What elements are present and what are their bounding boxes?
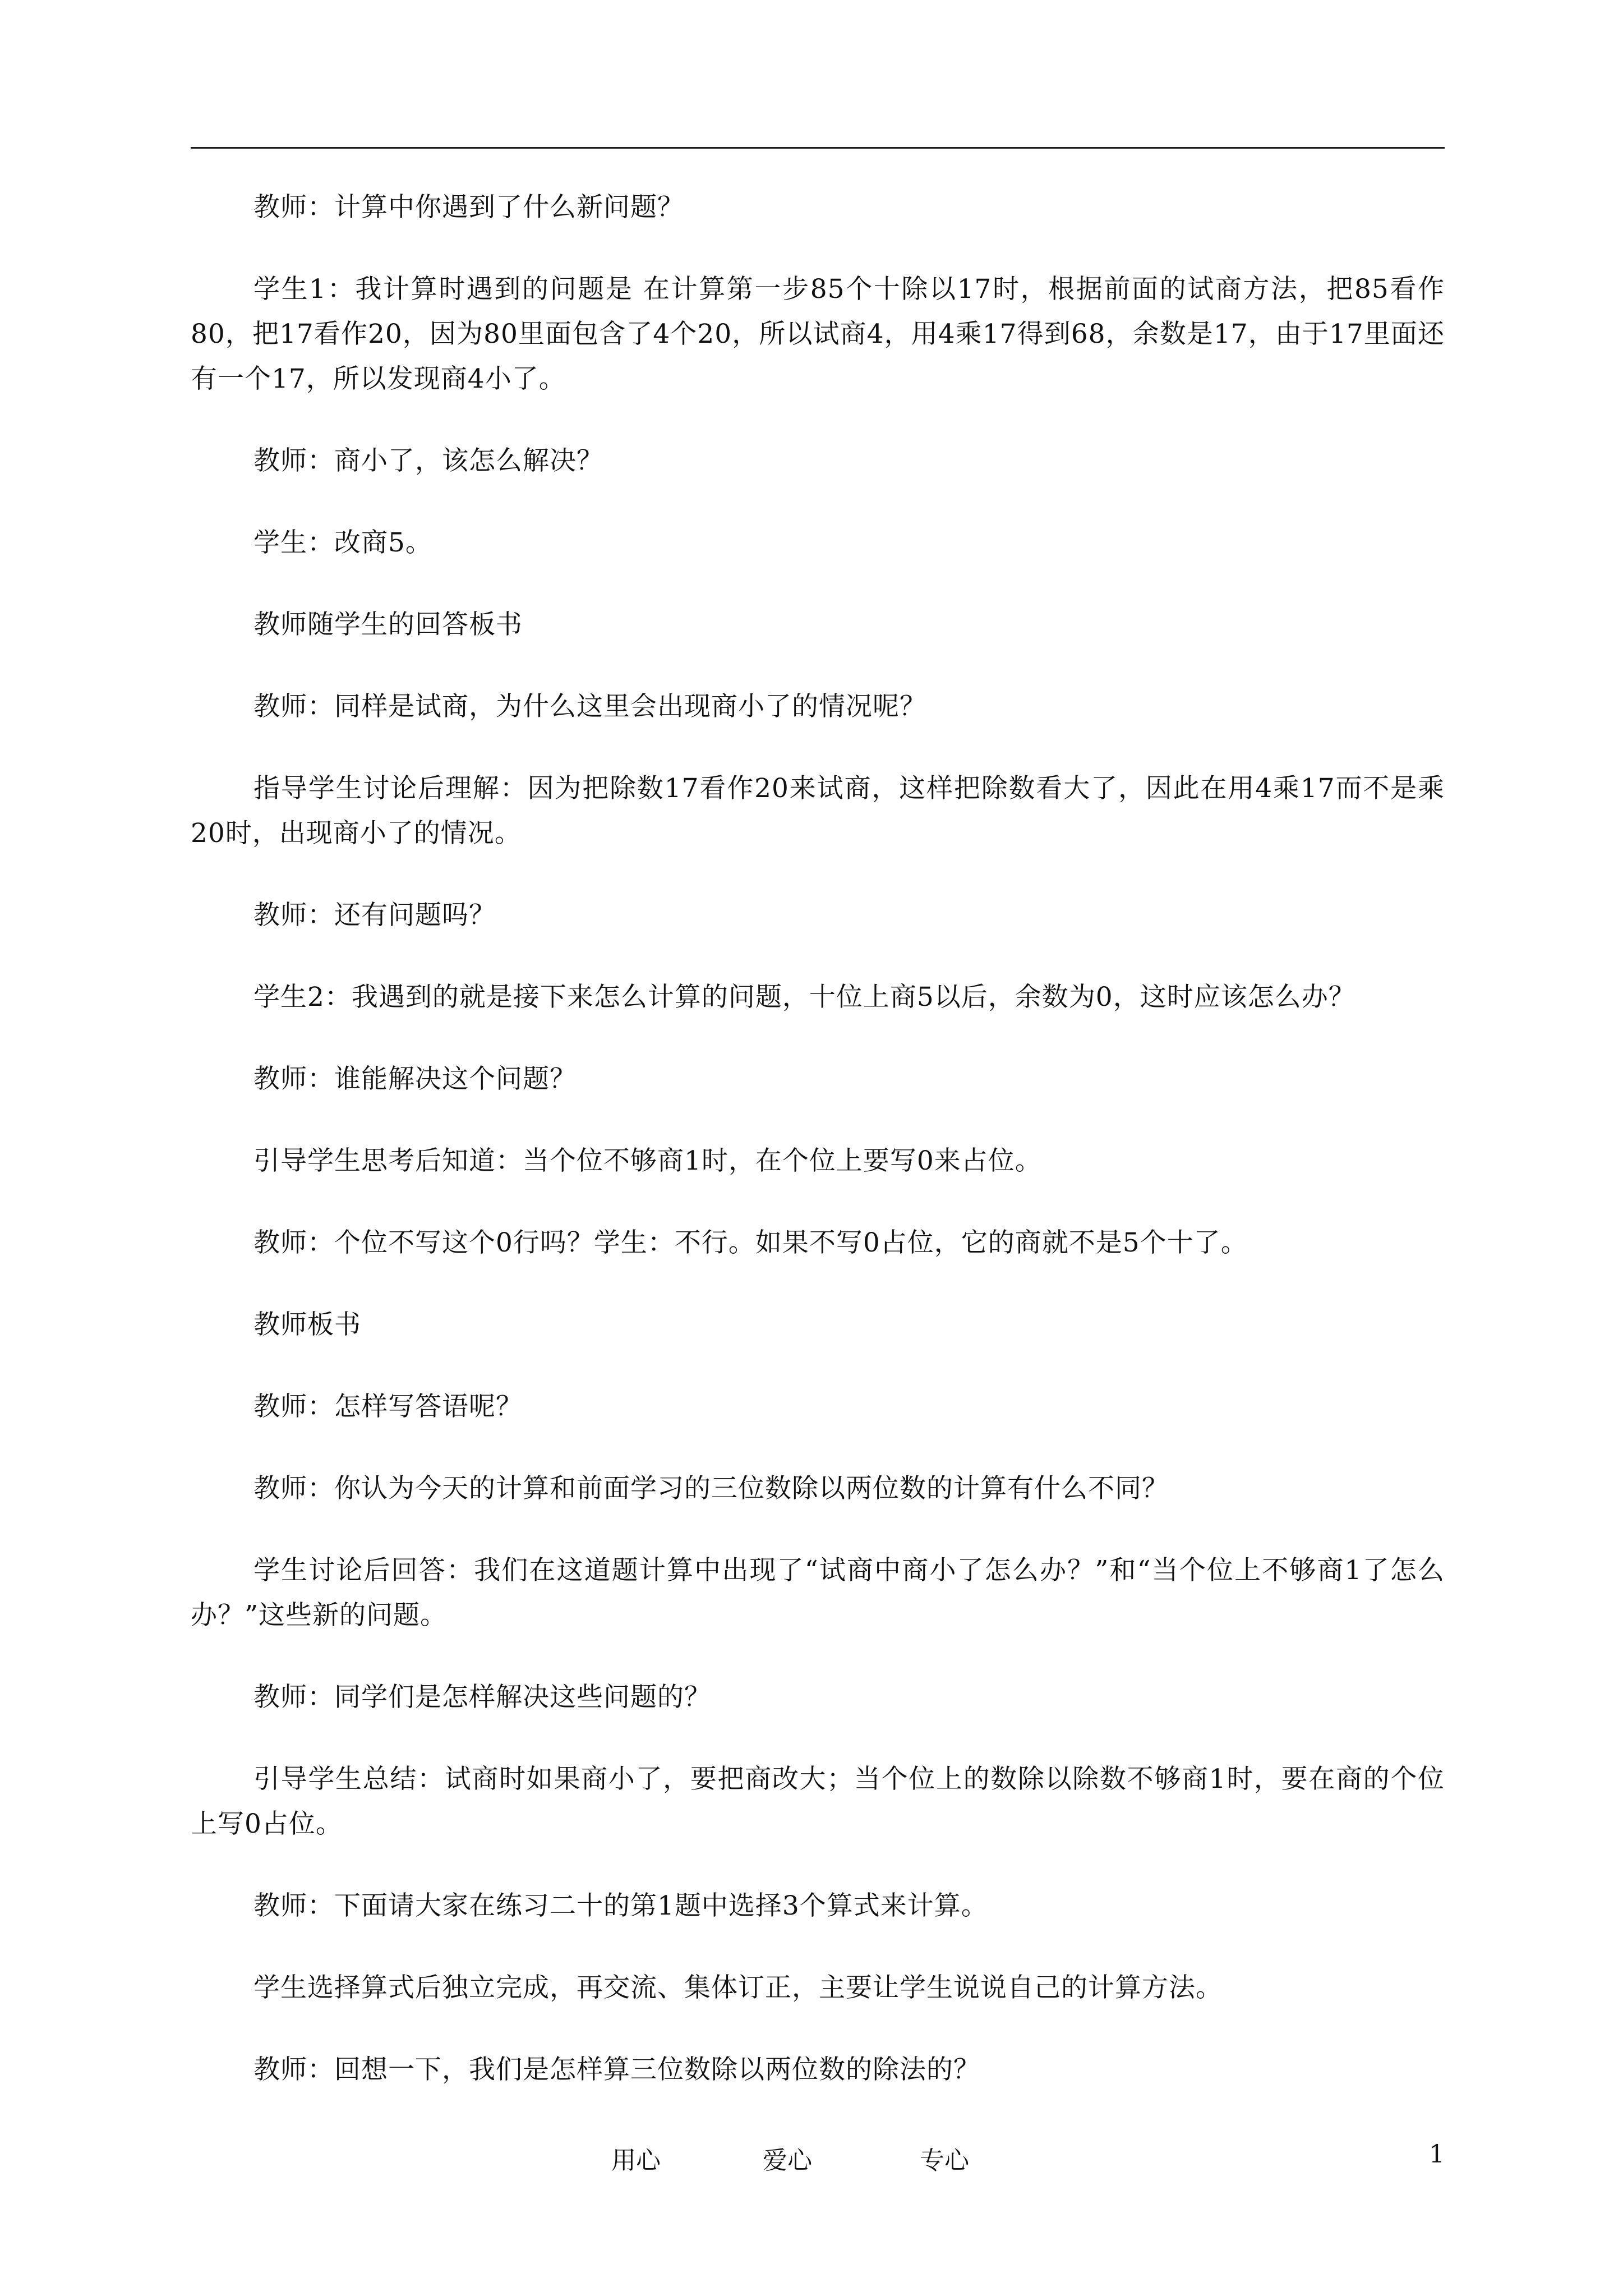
- paragraph: 教师：下面请大家在练习二十的第1题中选择3个算式来计算。: [253, 1890, 988, 1921]
- paragraph: 教师板书: [253, 1309, 361, 1340]
- paragraph: 指导学生讨论后理解：因为把除数17看作20来试商，这样把除数看大了，因此在用4乘17而不是乘20时，出现商小了的情况。: [191, 773, 1445, 849]
- paragraph: 教师：怎样写答语呢？: [253, 1391, 523, 1422]
- paragraph: 教师：同样是试商，为什么这里会出现商小了的情况呢？: [253, 691, 926, 722]
- paragraph: 教师：谁能解决这个问题？: [253, 1064, 577, 1094]
- paragraph: 学生：改商5。: [253, 527, 432, 558]
- paragraph: 学生1：我计算时遇到的问题是 在计算第一步85个十除以17时，根据前面的试商方法，把85看作80，把17看作20，因为80里面包含了4个20，所以试商4，用4乘17得到68，余数是17，由于17里面还有一个17，所以发现商4小了。: [191, 274, 1445, 394]
- paragraph: 教师：还有问题吗？: [253, 900, 496, 931]
- paragraph: 教师：回想一下，我们是怎样算三位数除以两位数的除法的？: [253, 2054, 980, 2085]
- paragraph: 教师：计算中你遇到了什么新问题？: [253, 192, 684, 223]
- footer-motto-1: 用心: [611, 2146, 661, 2175]
- paragraph: 引导学生总结：试商时如果商小了，要把商改大；当个位上的数除以除数不够商1时，要在商的个位上写0占位。: [191, 1764, 1445, 1839]
- paragraph: 学生2：我遇到的就是接下来怎么计算的问题，十位上商5以后，余数为0，这时应该怎么办？: [253, 982, 1355, 1013]
- header-rule: [191, 147, 1445, 149]
- footer-motto-2: 爱心: [763, 2146, 812, 2175]
- paragraph: 教师随学生的回答板书: [253, 609, 523, 640]
- page-footer: [0, 2140, 1623, 2174]
- page-number: 1: [1429, 2140, 1445, 2169]
- document-body: [191, 185, 1445, 2129]
- paragraph: 教师：商小了，该怎么解决？: [253, 445, 603, 476]
- paragraph: 教师：你认为今天的计算和前面学习的三位数除以两位数的计算有什么不同？: [253, 1473, 1169, 1504]
- paragraph: 引导学生思考后知道：当个位不够商1时，在个位上要写0来占位。: [253, 1145, 1042, 1176]
- paragraph: 教师：个位不写这个0行吗？学生：不行。如果不写0占位，它的商就不是5个十了。: [253, 1227, 1248, 1258]
- paragraph: 学生讨论后回答：我们在这道题计算中出现了“试商中商小了怎么办？”和“当个位上不够商1了怎么办？”这些新的问题。: [191, 1555, 1445, 1631]
- paragraph: 教师：同学们是怎样解决这些问题的？: [253, 1682, 711, 1713]
- paragraph: 学生选择算式后独立完成，再交流、集体订正，主要让学生说说自己的计算方法。: [253, 1972, 1223, 2003]
- footer-motto-3: 专心: [920, 2146, 969, 2175]
